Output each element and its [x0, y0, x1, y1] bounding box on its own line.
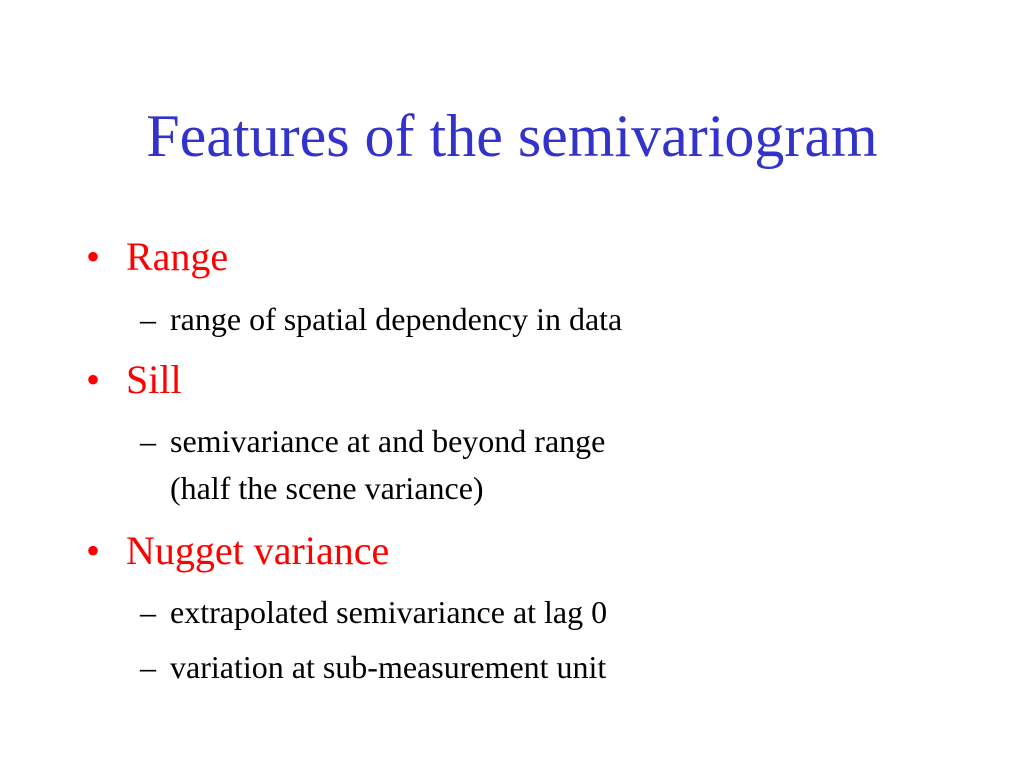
- subitem-text: extrapolated semivariance at lag 0: [170, 594, 608, 630]
- bullet-nugget-variance: [86, 528, 389, 574]
- subitem-sill-description: [140, 419, 605, 463]
- subitem-range-description: [140, 297, 622, 341]
- subitem-text: variation at sub-measurement unit: [170, 649, 607, 685]
- bullet-range: [86, 234, 228, 280]
- bullet-label: Range: [126, 234, 229, 279]
- slide-title: Features of the semivariogram: [146, 103, 878, 169]
- subitem-nugget-variation: [140, 645, 606, 689]
- subitem-text: semivariance at and beyond range: [170, 423, 606, 459]
- bullet-symbol: •: [86, 528, 101, 573]
- dash-symbol: –: [140, 301, 156, 337]
- dash-symbol: –: [140, 594, 156, 630]
- dash-symbol: –: [140, 649, 156, 685]
- subitem-nugget-lag: [140, 590, 607, 634]
- bullet-label: Nugget variance: [126, 528, 390, 573]
- bullet-sill: [86, 357, 182, 403]
- subitem-sill-continuation: (half the scene variance): [170, 470, 484, 506]
- dash-symbol: –: [140, 423, 156, 459]
- subitem-text: range of spatial dependency in data: [170, 301, 623, 337]
- bullet-label: Sill: [126, 357, 182, 402]
- bullet-symbol: •: [86, 234, 101, 279]
- bullet-symbol: •: [86, 357, 101, 402]
